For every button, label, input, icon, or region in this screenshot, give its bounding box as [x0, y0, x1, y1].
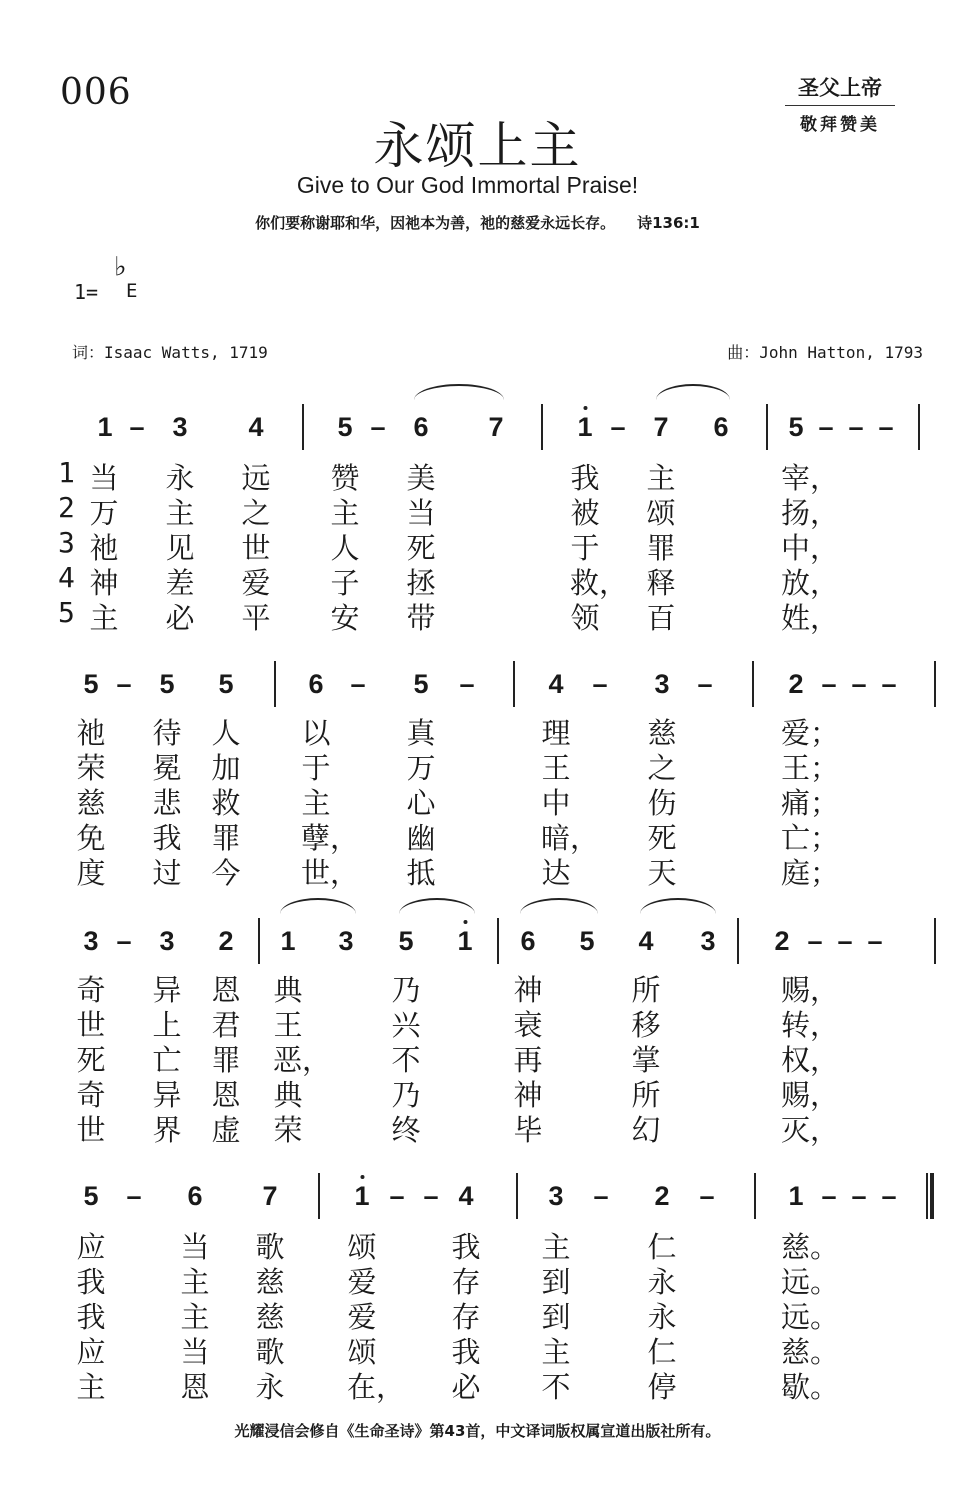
lyric-char: 之 — [647, 751, 677, 785]
lyric-char: 歇。 — [780, 1370, 840, 1404]
lyric-line-verse-1 — [0, 1225, 955, 1264]
lyric-line-verse-1 — [0, 456, 955, 495]
note: 1 — [354, 1181, 369, 1212]
lyric-char: 当 — [180, 1335, 210, 1369]
lyric-char: 安 — [330, 601, 360, 635]
lyric-char: 度 — [76, 856, 106, 890]
notation-system-2 — [0, 669, 955, 709]
lyric-char: 荣 — [273, 1113, 303, 1147]
category-sub: 敬拜赞美 — [800, 115, 880, 135]
lyric-char: 以 — [301, 716, 331, 750]
note: – — [818, 412, 834, 442]
lyric-char: 亡 — [152, 1043, 182, 1077]
words-credit: 词：Isaac Watts, 1719 — [72, 343, 268, 362]
lyric-char: 暗， — [540, 821, 600, 855]
lyric-char: 拯 — [406, 566, 436, 600]
lyric-line-verse-4 — [0, 1073, 955, 1112]
note: 1 — [457, 926, 472, 957]
lyric-char: 应 — [76, 1335, 106, 1369]
lyric-line-verse-5 — [0, 596, 955, 635]
lyric-line-verse-2 — [0, 746, 955, 785]
lyric-line-verse-3 — [0, 1295, 955, 1334]
barline — [541, 404, 543, 450]
lyric-line-verse-3 — [0, 1038, 955, 1077]
lyric-char: 我 — [570, 461, 600, 495]
lyric-char: 百 — [646, 601, 676, 635]
lyric-char: 爱； — [780, 716, 840, 750]
lyric-char: 幽 — [406, 821, 436, 855]
lyric-char: 恩 — [180, 1370, 210, 1404]
note: – — [881, 669, 897, 699]
lyric-line-verse-2 — [0, 1260, 955, 1299]
lyric-char: 死 — [76, 1043, 106, 1077]
lyric-char: 颂 — [347, 1335, 377, 1369]
note: – — [592, 669, 608, 699]
lyric-char: 幻 — [631, 1113, 661, 1147]
lyric-char: 王 — [541, 751, 571, 785]
lyric-char: 移 — [631, 1008, 661, 1042]
lyric-char: 异 — [152, 1078, 182, 1112]
note: – — [389, 1181, 405, 1211]
lyric-char: 过 — [152, 856, 182, 890]
barline — [754, 1173, 756, 1219]
barline — [516, 1173, 518, 1219]
lyric-char: 所 — [631, 1078, 661, 1112]
note: 5 — [83, 1181, 99, 1211]
lyric-char: 爱 — [347, 1265, 377, 1299]
note: 5 — [83, 669, 99, 699]
lyric-char: 不 — [541, 1370, 571, 1404]
high-octave-dot — [463, 920, 467, 924]
lyric-char: 赞 — [330, 461, 360, 495]
lyric-line-verse-2 — [0, 1003, 955, 1042]
slur — [414, 384, 504, 400]
lyric-char: 君 — [211, 1008, 241, 1042]
lyric-char: 衰 — [513, 1008, 543, 1042]
lyric-char: 人 — [330, 531, 360, 565]
lyric-char: 主 — [541, 1230, 571, 1264]
lyric-char: 当 — [406, 496, 436, 530]
note: – — [610, 412, 626, 442]
note: 1 — [97, 412, 113, 442]
lyric-char: 我 — [76, 1265, 106, 1299]
note: 4 — [458, 1181, 474, 1211]
lyric-char: 典 — [273, 1078, 303, 1112]
verse-text: 你们要称谢耶和华，因祂本为善，祂的慈爱永远长存。 — [255, 214, 616, 232]
lyric-char: 荣 — [76, 751, 106, 785]
lyric-char: 永 — [647, 1265, 677, 1299]
lyric-char: 主 — [180, 1300, 210, 1334]
lyric-char: 罪 — [646, 531, 676, 565]
lyric-char: 界 — [152, 1113, 182, 1147]
lyric-char: 歌 — [255, 1230, 285, 1264]
lyric-char: 冕 — [152, 751, 182, 785]
lyric-line-verse-5 — [0, 1365, 955, 1404]
slur — [640, 898, 716, 914]
lyric-char: 免 — [76, 821, 106, 855]
lyric-char: 差 — [165, 566, 195, 600]
lyric-char: 祂 — [76, 716, 106, 750]
lyric-char: 主 — [89, 601, 119, 635]
notation-system-3 — [0, 926, 955, 966]
lyric-line-verse-5 — [0, 851, 955, 890]
lyric-char: 领 — [570, 601, 600, 635]
notation-system-1 — [0, 412, 955, 452]
lyric-char: 远。 — [780, 1300, 840, 1334]
lyric-char: 世， — [300, 856, 360, 890]
lyric-char: 王； — [780, 751, 840, 785]
lyric-char: 主 — [76, 1370, 106, 1404]
lyric-char: 应 — [76, 1230, 106, 1264]
note: 6 — [713, 412, 729, 442]
lyric-char: 乃 — [391, 1078, 421, 1112]
lyric-char: 停 — [647, 1370, 677, 1404]
note: 5 — [413, 669, 429, 699]
lyric-char: 仁 — [647, 1335, 677, 1369]
lyric-char: 我 — [451, 1230, 481, 1264]
flat-sign: ♭ — [112, 250, 129, 283]
lyric-char: 歌 — [255, 1335, 285, 1369]
lyric-char: 远 — [241, 461, 271, 495]
lyric-char: 远。 — [780, 1265, 840, 1299]
note: 3 — [700, 926, 716, 956]
lyric-char: 世 — [76, 1113, 106, 1147]
lyric-char: 庭； — [780, 856, 840, 890]
slur — [280, 898, 356, 914]
lyric-char: 慈 — [76, 786, 106, 820]
note: 5 — [788, 412, 804, 442]
note: 2 — [774, 926, 790, 956]
note: 7 — [488, 412, 504, 442]
lyric-char: 主 — [541, 1335, 571, 1369]
lyric-char: 恩 — [211, 1078, 241, 1112]
note: 7 — [262, 1181, 278, 1211]
lyric-char: 所 — [631, 973, 661, 1007]
note: – — [116, 669, 132, 699]
lyric-char: 达 — [541, 856, 571, 890]
verse-number: 2 — [58, 491, 75, 524]
lyric-char: 掌 — [631, 1043, 661, 1077]
lyric-char: 天 — [647, 856, 677, 890]
lyric-char: 爱 — [347, 1300, 377, 1334]
note: 3 — [548, 1181, 564, 1211]
lyric-char: 到 — [541, 1265, 571, 1299]
notation-system-4 — [0, 1181, 955, 1221]
barline — [318, 1173, 320, 1219]
scripture-verse — [0, 212, 955, 233]
lyric-char: 死 — [406, 531, 436, 565]
lyric-char: 到 — [541, 1300, 571, 1334]
lyric-char: 姓， — [780, 601, 840, 635]
lyric-char: 世 — [241, 531, 271, 565]
end-barline — [934, 661, 936, 707]
note: – — [370, 412, 386, 442]
verse-number: 5 — [58, 596, 75, 629]
lyric-char: 王 — [273, 1008, 303, 1042]
note: 6 — [187, 1181, 203, 1211]
lyric-char: 万 — [89, 496, 119, 530]
note: – — [851, 669, 867, 699]
lyric-line-verse-4 — [0, 561, 955, 600]
lyric-char: 慈。 — [780, 1335, 840, 1369]
lyric-line-verse-5 — [0, 1108, 955, 1147]
note: 1 — [280, 926, 296, 956]
note: – — [821, 669, 837, 699]
note: 5 — [159, 669, 175, 699]
lyric-char: 存 — [451, 1300, 481, 1334]
note: 3 — [159, 926, 175, 956]
barline — [737, 918, 739, 964]
lyric-char: 见 — [165, 531, 195, 565]
lyric-line-verse-4 — [0, 816, 955, 855]
final-double-barline — [926, 1173, 934, 1219]
lyric-char: 于 — [301, 751, 331, 785]
verse-number: 4 — [58, 561, 75, 594]
lyric-char: 我 — [152, 821, 182, 855]
lyric-char: 今 — [211, 856, 241, 890]
english-title: Give to Our God Immortal Praise! — [296, 172, 639, 198]
barline — [274, 661, 276, 707]
lyric-char: 罪 — [211, 821, 241, 855]
lyric-char: 典 — [273, 973, 303, 1007]
lyric-char: 世 — [76, 1008, 106, 1042]
lyric-char: 宰， — [780, 461, 840, 495]
end-barline — [918, 404, 920, 450]
lyric-char: 我 — [451, 1335, 481, 1369]
lyric-char: 主 — [165, 496, 195, 530]
lyric-char: 权， — [780, 1043, 840, 1077]
lyric-char: 恩 — [211, 973, 241, 1007]
lyric-char: 毕 — [513, 1113, 543, 1147]
note: – — [881, 1181, 897, 1211]
lyric-char: 亡； — [780, 821, 840, 855]
lyric-char: 神 — [513, 1078, 543, 1112]
lyric-char: 仁 — [647, 1230, 677, 1264]
note: 3 — [654, 669, 670, 699]
note: – — [848, 412, 864, 442]
note: 1 — [577, 412, 592, 443]
lyric-char: 痛； — [780, 786, 840, 820]
copyright-footer: 光耀浸信会修自《生命圣诗》第43首，中文译词版权属宣道出版社所有。 — [234, 1422, 721, 1440]
barline — [752, 661, 754, 707]
lyric-char: 中 — [541, 786, 571, 820]
slur — [656, 384, 730, 400]
lyric-char: 被 — [570, 496, 600, 530]
lyric-char: 带 — [406, 601, 436, 635]
lyric-char: 伤 — [647, 786, 677, 820]
lyric-char: 死 — [647, 821, 677, 855]
lyric-char: 再 — [513, 1043, 543, 1077]
note: 1 — [788, 1181, 804, 1211]
lyric-char: 放， — [780, 566, 840, 600]
lyric-char: 主 — [646, 461, 676, 495]
key-note: E — [126, 280, 138, 302]
note: – — [699, 1181, 715, 1211]
hymn-title: 永颂上主 — [373, 117, 582, 175]
lyric-char: 理 — [541, 716, 571, 750]
lyric-line-verse-3 — [0, 781, 955, 820]
note: – — [459, 669, 475, 699]
lyric-line-verse-3 — [0, 526, 955, 565]
lyric-char: 释 — [646, 566, 676, 600]
lyric-line-verse-1 — [0, 711, 955, 750]
lyric-char: 转， — [780, 1008, 840, 1042]
lyric-char: 慈。 — [780, 1230, 840, 1264]
lyric-char: 上 — [152, 1008, 182, 1042]
lyric-char: 在， — [346, 1370, 406, 1404]
slur — [520, 898, 598, 914]
note: 7 — [653, 412, 669, 442]
hymn-number: 006 — [60, 72, 132, 113]
lyric-char: 救， — [569, 566, 629, 600]
note: 6 — [520, 926, 536, 956]
lyric-char: 乃 — [391, 973, 421, 1007]
lyric-char: 人 — [211, 716, 241, 750]
lyric-char: 平 — [241, 601, 271, 635]
lyric-char: 当 — [180, 1230, 210, 1264]
lyric-line-verse-1 — [0, 968, 955, 1007]
lyric-char: 主 — [330, 496, 360, 530]
barline — [497, 918, 499, 964]
high-octave-dot — [360, 1175, 364, 1179]
lyric-char: 颂 — [347, 1230, 377, 1264]
note: – — [697, 669, 713, 699]
note: – — [821, 1181, 837, 1211]
lyric-char: 永 — [647, 1300, 677, 1334]
note: 4 — [638, 926, 654, 956]
lyric-char: 救 — [211, 786, 241, 820]
note: – — [129, 412, 145, 442]
lyric-char: 存 — [451, 1265, 481, 1299]
lyric-char: 慈 — [647, 716, 677, 750]
note: – — [837, 926, 853, 956]
barline — [766, 404, 768, 450]
lyric-char: 加 — [211, 751, 241, 785]
lyric-char: 罪 — [211, 1043, 241, 1077]
lyric-char: 虚 — [211, 1113, 241, 1147]
note: 4 — [248, 412, 264, 442]
note: – — [126, 1181, 142, 1211]
lyric-char: 灭， — [780, 1113, 840, 1147]
note: – — [350, 669, 366, 699]
lyric-char: 中， — [780, 531, 840, 565]
note: – — [807, 926, 823, 956]
lyric-char: 奇 — [76, 1078, 106, 1112]
lyric-char: 万 — [406, 751, 436, 785]
lyric-char: 神 — [89, 566, 119, 600]
key-prefix: 1= — [74, 280, 99, 304]
note: 6 — [308, 669, 324, 699]
lyric-char: 永 — [255, 1370, 285, 1404]
lyric-char: 异 — [152, 973, 182, 1007]
lyric-char: 当 — [89, 461, 119, 495]
high-octave-dot — [583, 406, 587, 410]
lyric-char: 美 — [406, 461, 436, 495]
note: 5 — [218, 669, 234, 699]
lyric-char: 待 — [152, 716, 182, 750]
note: 2 — [788, 669, 804, 699]
lyric-char: 恶， — [272, 1043, 332, 1077]
note: 3 — [338, 926, 354, 956]
lyric-char: 赐， — [780, 1078, 840, 1112]
note: – — [851, 1181, 867, 1211]
note: – — [878, 412, 894, 442]
lyric-char: 奇 — [76, 973, 106, 1007]
note: – — [593, 1181, 609, 1211]
lyric-char: 真 — [406, 716, 436, 750]
lyric-char: 悲 — [152, 786, 182, 820]
lyric-char: 我 — [76, 1300, 106, 1334]
lyric-char: 赐， — [780, 973, 840, 1007]
barline — [258, 918, 260, 964]
lyric-char: 神 — [513, 973, 543, 1007]
lyric-char: 兴 — [391, 1008, 421, 1042]
lyric-char: 心 — [406, 786, 436, 820]
verse-number: 3 — [58, 526, 75, 559]
lyric-char: 颂 — [646, 496, 676, 530]
note: 5 — [579, 926, 595, 956]
note: 6 — [413, 412, 429, 442]
lyric-char: 必 — [165, 601, 195, 635]
note: 2 — [654, 1181, 670, 1211]
verse-reference: 诗136:1 — [637, 214, 700, 232]
lyric-char: 主 — [301, 786, 331, 820]
lyric-char: 祂 — [89, 531, 119, 565]
lyric-char: 扬， — [780, 496, 840, 530]
lyric-char: 永 — [165, 461, 195, 495]
verse-number: 1 — [58, 456, 75, 489]
lyric-line-verse-4 — [0, 1330, 955, 1369]
note: 5 — [398, 926, 414, 956]
lyric-char: 必 — [451, 1370, 481, 1404]
music-credit: 曲：John Hatton, 1793 — [727, 343, 923, 362]
note: 3 — [83, 926, 99, 956]
slur — [399, 898, 475, 914]
barline — [302, 404, 304, 450]
lyric-char: 子 — [330, 566, 360, 600]
note: 3 — [172, 412, 188, 442]
lyric-char: 于 — [570, 531, 600, 565]
lyric-char: 慈 — [255, 1265, 285, 1299]
note: 2 — [218, 926, 234, 956]
barline — [513, 661, 515, 707]
lyric-char: 不 — [391, 1043, 421, 1077]
lyric-char: 主 — [180, 1265, 210, 1299]
note: – — [867, 926, 883, 956]
lyric-char: 爱 — [241, 566, 271, 600]
note: – — [423, 1181, 439, 1211]
lyric-char: 慈 — [255, 1300, 285, 1334]
lyric-char: 抵 — [406, 856, 436, 890]
lyric-char: 之 — [241, 496, 271, 530]
end-barline — [934, 918, 936, 964]
note: 5 — [337, 412, 353, 442]
note: 4 — [548, 669, 564, 699]
lyric-char: 终 — [391, 1113, 421, 1147]
lyric-line-verse-2 — [0, 491, 955, 530]
note: – — [116, 926, 132, 956]
category-main: 圣父上帝 — [785, 72, 895, 106]
lyric-char: 孽， — [300, 821, 360, 855]
